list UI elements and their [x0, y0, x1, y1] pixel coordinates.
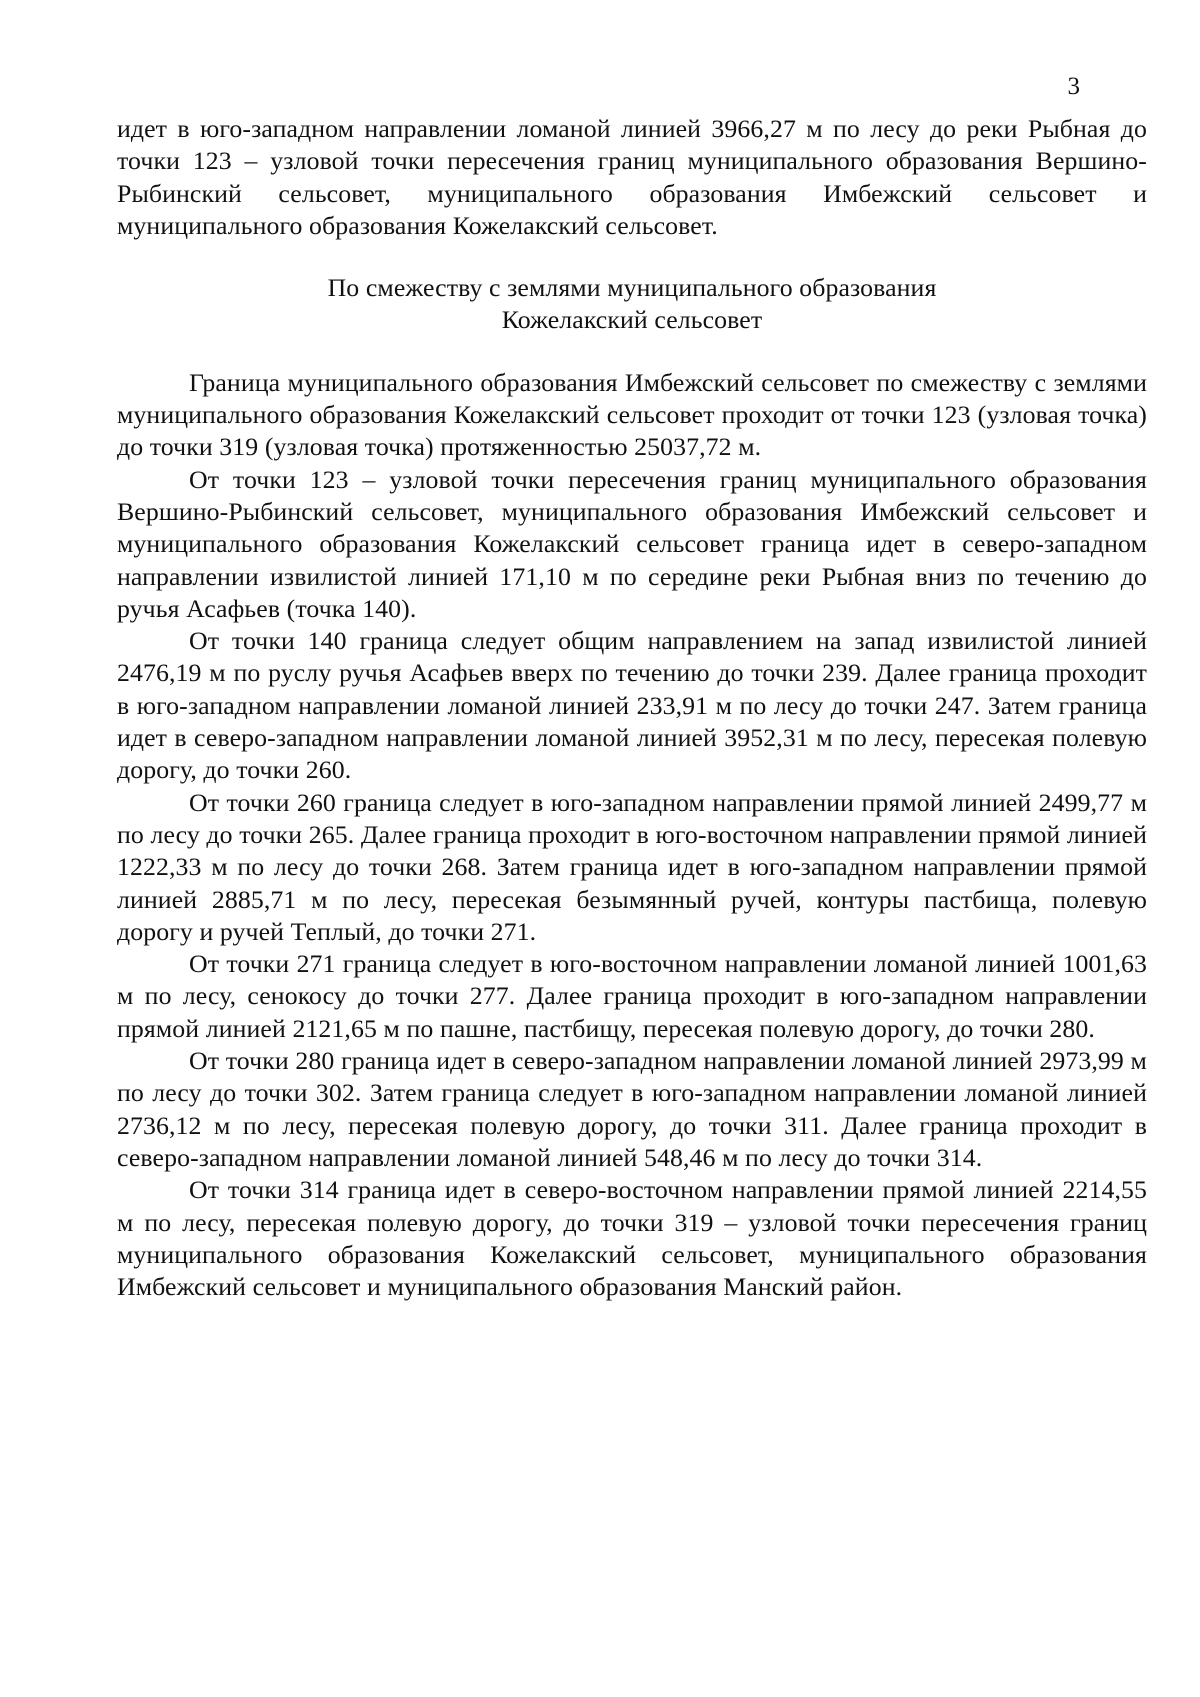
- opening-paragraph: идет в юго-западном направлении ломаной линией 3966,27 м по лесу до реки Рыбная до точки 123 – узловой точки пересечения границ муниципального образования Вершино-Рыбинский сельсовет, муниципального образования Имбежский сельсовет и муниципального образования Кожелакский сельсовет.: [117, 114, 1147, 240]
- page-number: 3: [1067, 73, 1080, 100]
- section-heading-line-2: Кожелакский сельсовет: [501, 305, 763, 335]
- paragraph-point-123: От точки 123 – узловой точки пересечения границ муниципального образования Вершино-Рыбинский сельсовет, муниципального образования Имбежский сельсовет и муниципального образования Кожелакский сельсовет граница идет в северо-западном направлении извилистой линией 171,10 м по середине реки Рыбная вниз по течению до ручья Асафьев (точка 140).: [117, 464, 1147, 623]
- paragraph-point-140: От точки 140 граница следует общим направлением на запад извилистой линией 2476,19 м по руслу ручья Асафьев вверх по течению до точки 239. Далее граница проходит в юго-западном направлении ломаной линией 233,91 м по лесу до точки 247. Затем граница идет в северо-западном направлении ломаной линией 3952,31 м по лесу, пересекая полевую дорогу, до точки 260.: [117, 626, 1147, 785]
- paragraph-point-260: От точки 260 граница следует в юго-западном направлении прямой линией 2499,77 м по лесу до точки 265. Далее граница проходит в юго-восточном направлении прямой линией 1222,33 м по лесу до точки 268. Затем граница идет в юго-западном направлении прямой линией 2885,71 м по лесу, пересекая безымянный ручей, контуры пастбища, полевую дорогу и ручей Теплый, до точки 271.: [117, 787, 1147, 946]
- paragraph-point-280: От точки 280 граница идет в северо-западном направлении ломаной линией 2973,99 м по лесу до точки 302. Затем граница следует в юго-западном направлении ломаной линией 2736,12 м по лесу, пересекая полевую дорогу, до точки 311. Далее граница проходит в северо-западном направлении ломаной линией 548,46 м по лесу до точки 314.: [117, 1046, 1147, 1172]
- section-heading-line-1: По смежеству с землями муниципального образования: [327, 273, 937, 303]
- paragraph-boundary-summary: Граница муниципального образования Имбежский сельсовет по смежеству с землями муниципального образования Кожелакский сельсовет проходит от точки 123 (узловая точка) до точки 319 (узловая точка) протяженностью 25037,72 м.: [117, 367, 1147, 462]
- section-heading: [117, 272, 1147, 337]
- paragraph-point-271: От точки 271 граница следует в юго-восточном направлении ломаной линией 1001,63 м по лесу, сенокосу до точки 277. Далее граница проходит в юго-западном направлении прямой линией 2121,65 м по пашне, пастбищу, пересекая полевую дорогу, до точки 280.: [117, 949, 1147, 1043]
- paragraph-point-314: От точки 314 граница идет в северо-восточном направлении прямой линией 2214,55 м по лесу, пересекая полевую дорогу, до точки 319 – узловой точки пересечения границ муниципального образования Кожелакский сельсовет, муниципального образования Имбежский сельсовет и муниципального образования Манский район.: [117, 1175, 1147, 1302]
- document-body: [117, 113, 1147, 1303]
